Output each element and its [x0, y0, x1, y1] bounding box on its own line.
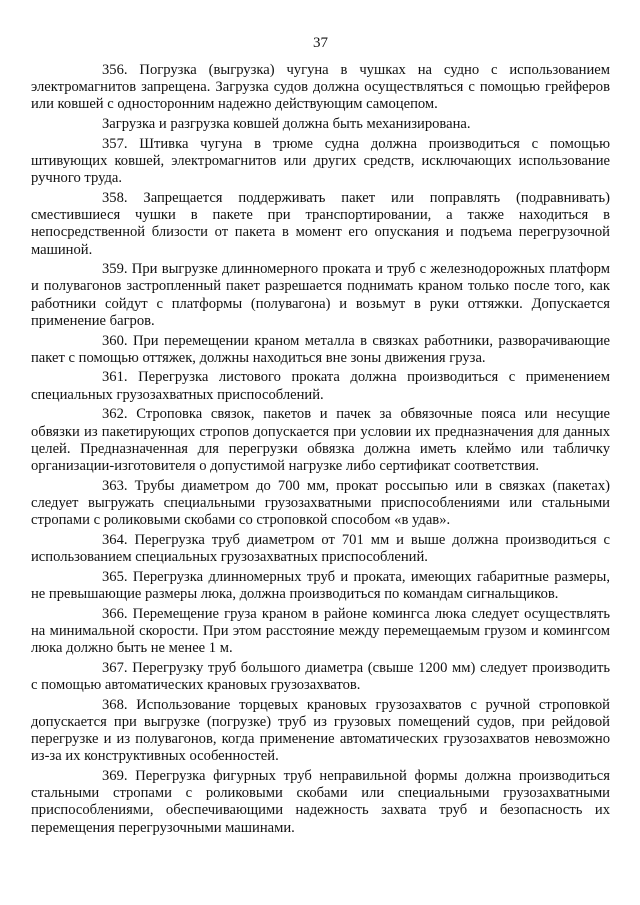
- page-number: 37: [313, 35, 328, 51]
- paragraph-361: 361. Перегрузка листового проката должна производиться с применением специальных грузозахватных приспособлений.: [31, 369, 610, 403]
- paragraph-358: 358. Запрещается поддерживать пакет или поправлять (подравнивать) сместившиеся чушки в пакете при транспортировании, а также находиться в непосредственной близости от пакета в момент его опускания и подъема перегрузочной машиной.: [31, 189, 610, 258]
- paragraph-356-note: Загрузка и разгрузка ковшей должна быть механизирована.: [102, 116, 471, 133]
- paragraph-367: 367. Перегрузку труб большого диаметра (свыше 1200 мм) следует производить с помощью автоматических крановых грузозахватов.: [31, 659, 610, 693]
- paragraph-365: 365. Перегрузка длинномерных труб и проката, имеющих габаритные размеры, не превышающие размеры люка, должна производиться по командам сигнальщиков.: [31, 568, 610, 602]
- body-text: [31, 62, 610, 837]
- paragraph-368: 368. Использование торцевых крановых грузозахватов с ручной строповкой допускается при выгрузке (погрузке) труб из грузовых помещений судов, при рейдовой перегрузке и из полувагонов, когда применение автоматических грузозахватов невозможно из-за их конструктивных особенностей.: [31, 696, 610, 765]
- paragraph-359: 359. При выгрузке длинномерного проката и труб с железнодорожных платформ и полувагонов застропленный пакет разрешается поднимать краном только после того, как работники сойдут с платформы (полувагона) и возьмут в руки оттяжки. Допускается применение багров.: [31, 261, 610, 329]
- paragraph-363: 363. Трубы диаметром до 700 мм, прокат россыпью или в связках (пакетах) следует выгружать специальными грузозахватными приспособлениями или стальными стропами с роликовыми скобами со строповкой способом «в удав».: [31, 477, 610, 529]
- paragraph-369: 369. Перегрузка фигурных труб неправильной формы должна производиться стальными стропами с роликовыми скобами или специальными грузозахватными приспособлениями, обеспечивающими надежность захвата труб и безопасность их перемещения перегрузочными машинами.: [31, 767, 610, 836]
- paragraph-362: 362. Строповка связок, пакетов и пачек за обвязочные пояса или несущие обвязки из пакетирующих стропов допускается при условии их предназначения для данных целей. Предназначенная для перегрузки обвязка должна иметь клеймо или табличку организации-изготовителя о допустимой нагрузке либо сертификат соответствия.: [31, 406, 610, 474]
- paragraph-364: 364. Перегрузка труб диаметром от 701 мм и выше должна производиться с использованием специальных грузозахватных приспособлений.: [31, 531, 610, 565]
- paragraph-357: 357. Штивка чугуна в трюме судна должна производиться с помощью штивующих ковшей, электромагнитов или других средств, исключающих использование ручного труда.: [31, 135, 610, 187]
- paragraph-356: 356. Погрузка (выгрузка) чугуна в чушках на судно с использованием электромагнитов запрещена. Загрузка судов должна осуществляться с помощью грейферов или ковшей с односторонним надежно действующим самоцепом.: [31, 62, 610, 113]
- paragraph-360: 360. При перемещении краном металла в связках работники, разворачивающие пакет с помощью оттяжек, должны находиться вне зоны движения груза.: [31, 332, 610, 366]
- paragraph-366: 366. Перемещение груза краном в районе комингса люка следует осуществлять на минимальной скорости. При этом расстояние между перемещаемым грузом и комингсом люка должно быть не менее 1 м.: [31, 605, 610, 656]
